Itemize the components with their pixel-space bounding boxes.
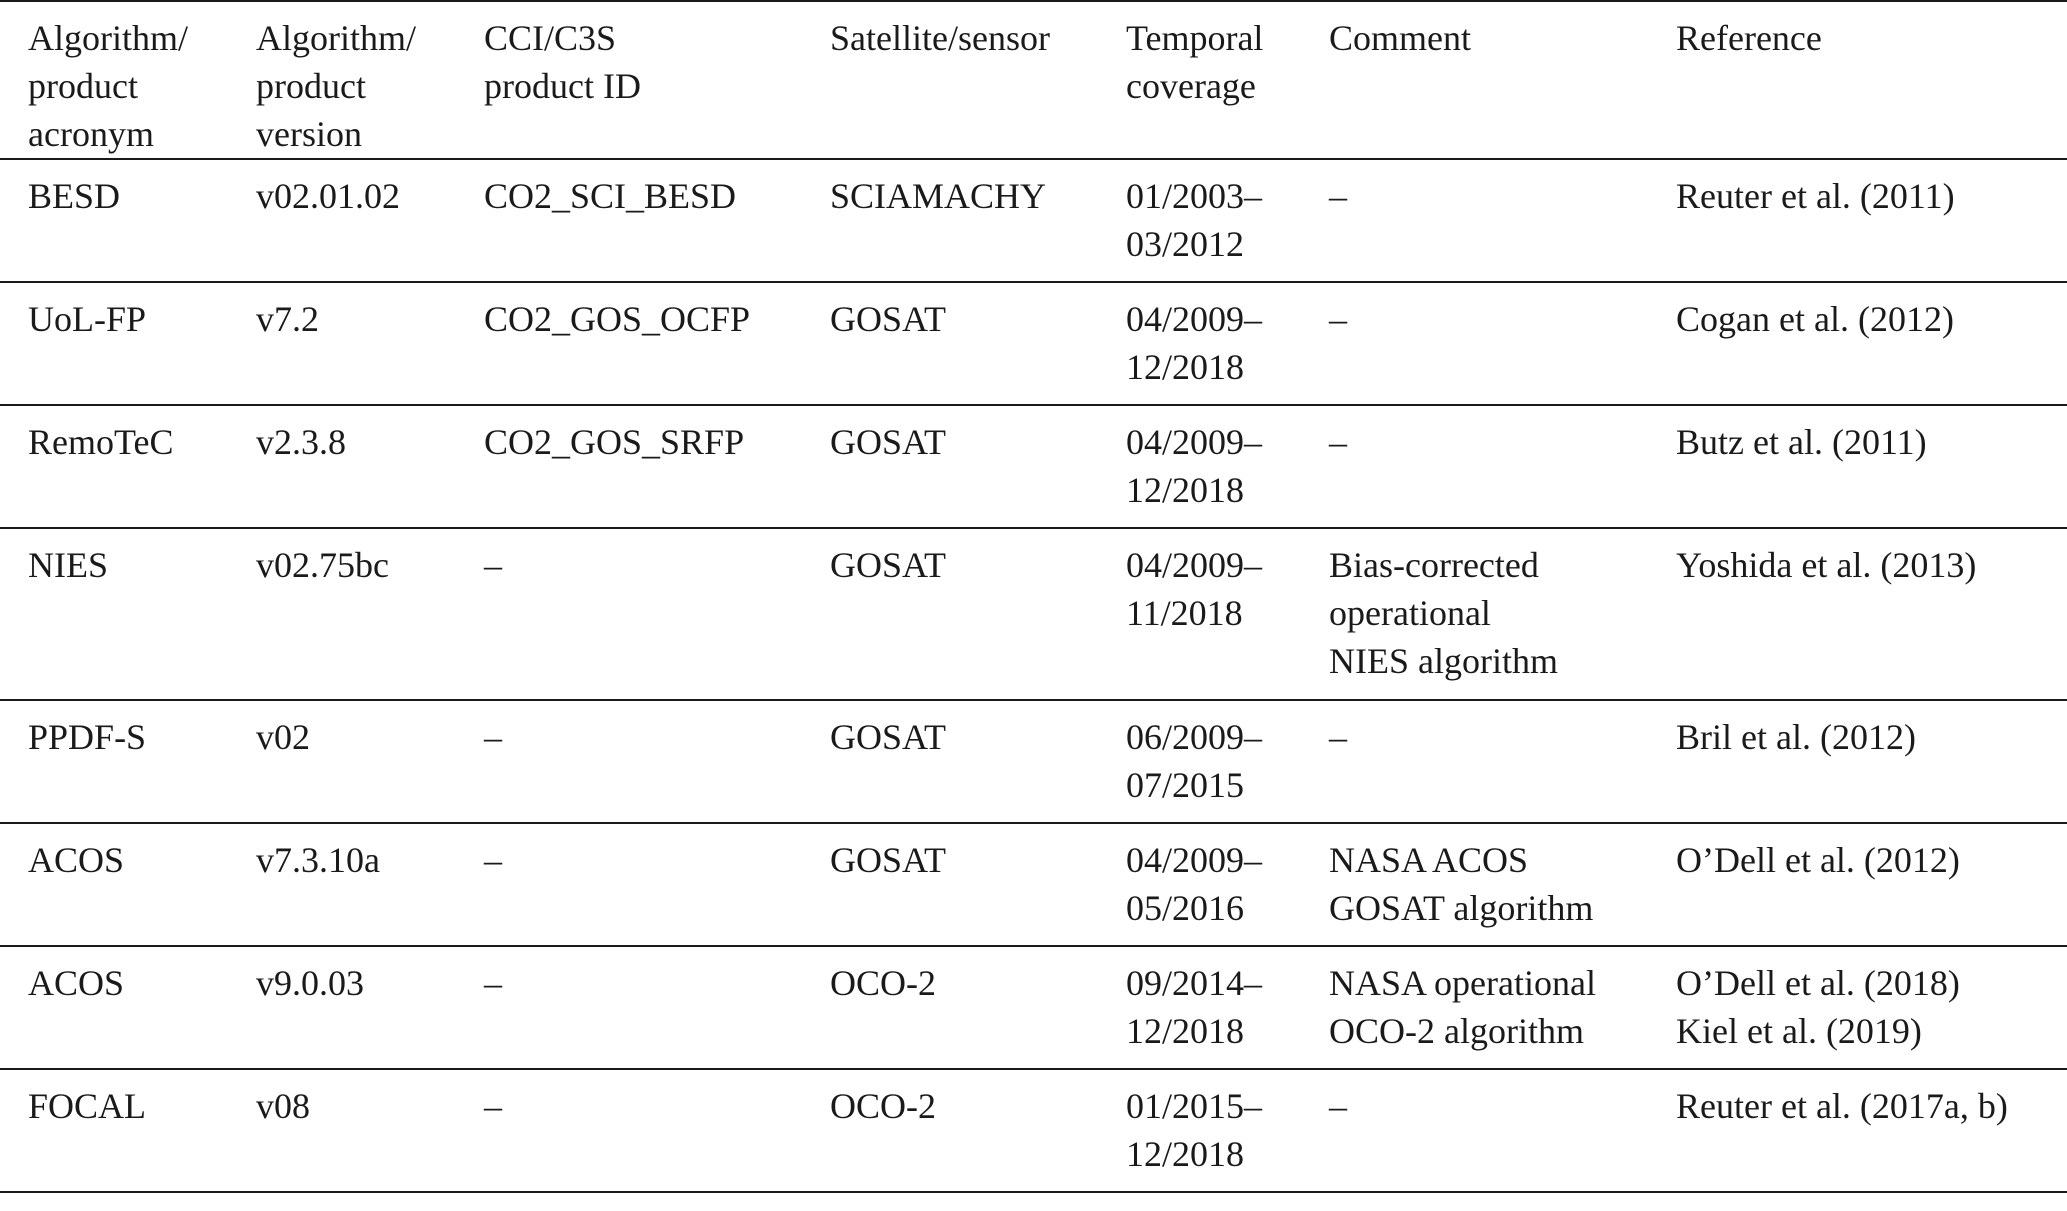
cell-reference: Cogan et al. (2012) — [1676, 299, 1954, 339]
cell-temporal-coverage: 01/2003– 03/2012 — [1126, 176, 1263, 264]
header-product-id: CCI/C3S product ID — [484, 18, 641, 106]
table-row — [0, 282, 2067, 405]
cell-reference: Yoshida et al. (2013) — [1676, 545, 1977, 585]
cell-version: v7.2 — [256, 299, 319, 339]
cell-comment: NASA ACOS GOSAT algorithm — [1329, 840, 1594, 928]
cell-comment: – — [1329, 176, 1347, 216]
cell-satellite-sensor: GOSAT — [830, 717, 947, 757]
cell-acronym: NIES — [28, 545, 108, 585]
cell-acronym: FOCAL — [28, 1086, 147, 1126]
cell-temporal-coverage: 04/2009– 11/2018 — [1126, 545, 1263, 633]
cell-comment: NASA operational OCO-2 algorithm — [1329, 963, 1596, 1051]
table-row — [0, 405, 2067, 528]
cell-reference: O’Dell et al. (2012) — [1676, 840, 1960, 880]
cell-product-id: – — [484, 1086, 502, 1126]
cell-version: v02.75bc — [256, 545, 389, 585]
header-acronym: Algorithm/ product acronym — [28, 18, 188, 154]
cell-product-id: – — [484, 963, 502, 1003]
cell-satellite-sensor: OCO-2 — [830, 963, 936, 1003]
cell-satellite-sensor: GOSAT — [830, 840, 947, 880]
cell-version: v02 — [256, 717, 310, 757]
header-comment: Comment — [1329, 18, 1471, 58]
table-header — [0, 1, 2067, 159]
cell-comment: – — [1329, 422, 1347, 462]
cell-temporal-coverage: 09/2014– 12/2018 — [1126, 963, 1263, 1051]
table-row — [0, 1069, 2067, 1192]
cell-acronym: ACOS — [28, 963, 125, 1003]
cell-temporal-coverage: 04/2009– 12/2018 — [1126, 299, 1263, 387]
cell-version: v08 — [256, 1086, 310, 1126]
cell-product-id: CO2_SCI_BESD — [484, 176, 737, 216]
cell-reference: Bril et al. (2012) — [1676, 717, 1916, 757]
header-temporal-coverage: Temporal coverage — [1126, 18, 1264, 106]
cell-acronym: RemoTeC — [28, 422, 174, 462]
cell-reference: O’Dell et al. (2018) Kiel et al. (2019) — [1676, 963, 1960, 1051]
cell-acronym: PPDF-S — [28, 717, 147, 757]
cell-reference: Reuter et al. (2017a, b) — [1676, 1086, 2008, 1126]
cell-temporal-coverage: 06/2009– 07/2015 — [1126, 717, 1263, 805]
table-row — [0, 700, 2067, 823]
header-satellite-sensor: Satellite/sensor — [830, 18, 1050, 58]
cell-satellite-sensor: GOSAT — [830, 299, 947, 339]
cell-satellite-sensor: GOSAT — [830, 422, 947, 462]
cell-comment: – — [1329, 1086, 1347, 1126]
cell-version: v2.3.8 — [256, 422, 346, 462]
cell-satellite-sensor: SCIAMACHY — [830, 176, 1047, 216]
header-reference: Reference — [1676, 18, 1822, 58]
cell-version: v02.01.02 — [256, 176, 400, 216]
header-version: Algorithm/ product version — [256, 18, 416, 154]
header-row — [0, 1, 2067, 159]
cell-version: v9.0.03 — [256, 963, 364, 1003]
cell-acronym: BESD — [28, 176, 121, 216]
cell-product-id: CO2_GOS_OCFP — [484, 299, 751, 339]
cell-product-id: CO2_GOS_SRFP — [484, 422, 745, 462]
cell-reference: Butz et al. (2011) — [1676, 422, 1927, 462]
cell-temporal-coverage: 01/2015– 12/2018 — [1126, 1086, 1263, 1174]
cell-acronym: ACOS — [28, 840, 125, 880]
cell-comment: – — [1329, 299, 1347, 339]
cell-temporal-coverage: 04/2009– 12/2018 — [1126, 422, 1263, 510]
table-body — [0, 159, 2067, 1192]
cell-version: v7.3.10a — [256, 840, 380, 880]
cell-acronym: UoL-FP — [28, 299, 147, 339]
cell-product-id: – — [484, 840, 502, 880]
table-row — [0, 159, 2067, 282]
cell-temporal-coverage: 04/2009– 05/2016 — [1126, 840, 1263, 928]
table-row — [0, 946, 2067, 1069]
cell-comment: Bias-corrected operational NIES algorithm — [1329, 545, 1558, 681]
cell-satellite-sensor: GOSAT — [830, 545, 947, 585]
table-row — [0, 823, 2067, 946]
table-row — [0, 528, 2067, 700]
cell-reference: Reuter et al. (2011) — [1676, 176, 1955, 216]
cell-product-id: – — [484, 717, 502, 757]
cell-comment: – — [1329, 717, 1347, 757]
cell-satellite-sensor: OCO-2 — [830, 1086, 936, 1126]
cell-product-id: – — [484, 545, 502, 585]
